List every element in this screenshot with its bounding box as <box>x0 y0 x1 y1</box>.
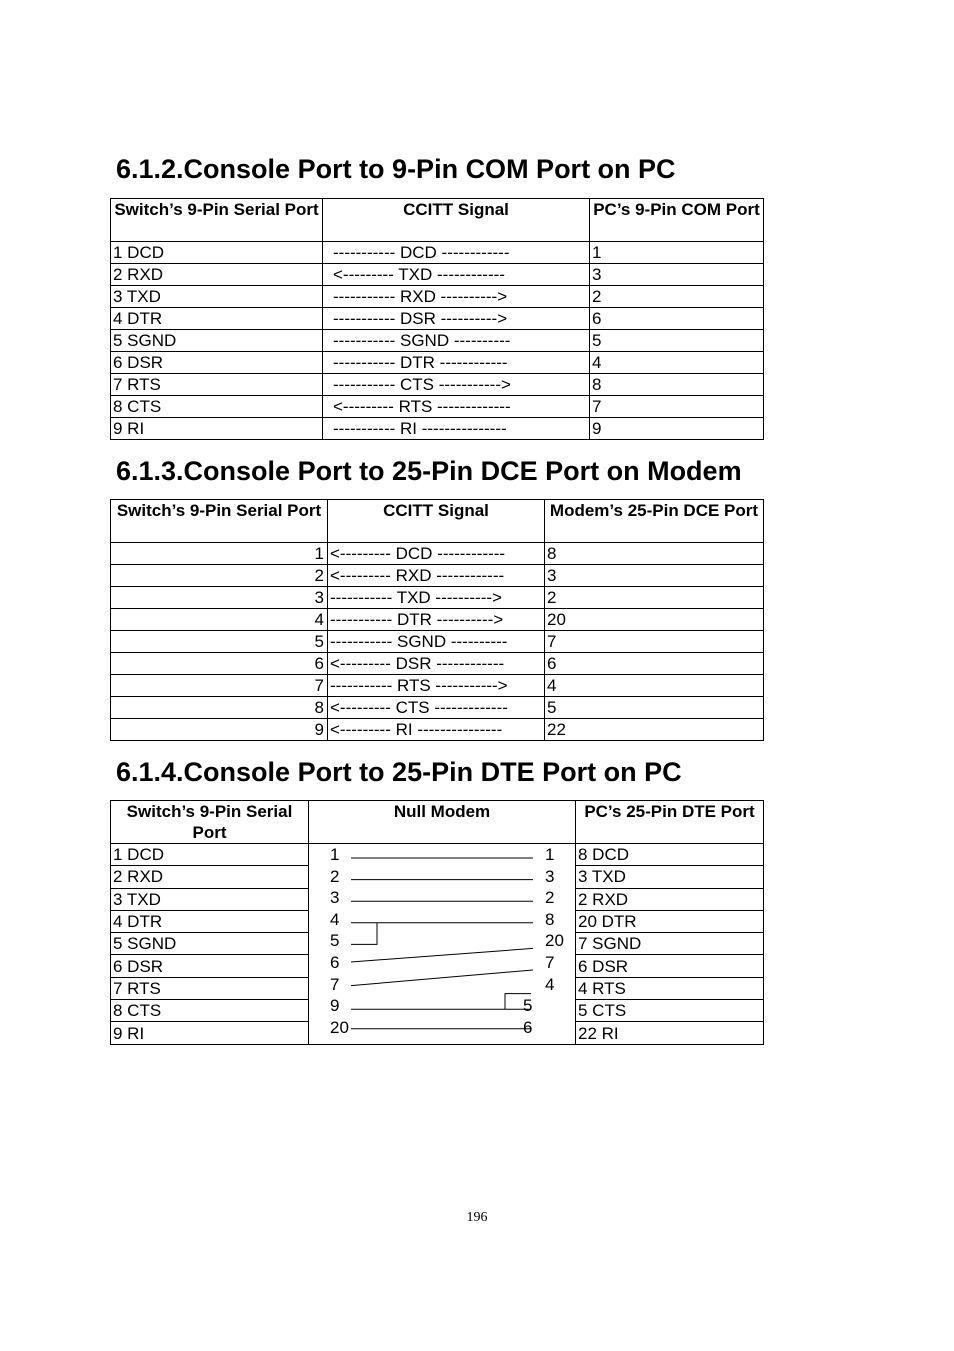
modem-pin-cell: 2 <box>545 587 764 609</box>
pc-pin-cell: 6 <box>590 308 764 330</box>
switch-pin-cell: 3 TXD <box>111 286 323 308</box>
switch-pin-cell: 2 RXD <box>111 264 323 286</box>
table-row <box>111 844 764 866</box>
switch-pin-cell: 7 RTS <box>111 977 309 999</box>
header-pc-port: PC’s 9-Pin COM Port <box>590 199 764 242</box>
modem-pin-cell: 6 <box>545 653 764 675</box>
header-ccitt-signal: CCITT Signal <box>323 199 590 242</box>
switch-pin-cell: 3 TXD <box>111 888 309 910</box>
signal-cell: ----------- SGND ---------- <box>328 631 545 653</box>
null-right-pin: 7 <box>545 953 555 972</box>
switch-pin-cell: 4 DTR <box>111 910 309 932</box>
table-25pin-dce <box>110 499 764 741</box>
table-row <box>111 374 764 396</box>
table-row <box>111 631 764 653</box>
switch-pin-cell: 6 DSR <box>111 955 309 977</box>
table-25pin-dte <box>110 800 764 1045</box>
null-left-pin: 6 <box>330 953 340 972</box>
pc-pin-cell: 9 <box>590 418 764 440</box>
null-left-pin: 7 <box>330 974 340 994</box>
switch-pin-cell: 1 DCD <box>111 242 323 264</box>
header-null-modem: Null Modem <box>309 801 576 844</box>
signal-cell: <--------- DSR ------------ <box>328 653 545 675</box>
pc-pin-cell: 8 <box>590 374 764 396</box>
null-left-pin: 5 <box>330 931 340 951</box>
null-left-pin: 4 <box>330 909 340 929</box>
null-left-pin: 1 <box>330 845 340 864</box>
signal-cell: <--------- TXD ------------ <box>323 264 590 286</box>
switch-pin-cell: 8 <box>111 697 328 719</box>
page-number: 196 <box>466 1210 488 1225</box>
header-switch-port: Switch’s 9-Pin Serial Port <box>111 801 309 844</box>
wire-line <box>351 970 533 986</box>
null-right-pin: 5 <box>523 996 533 1016</box>
table-row <box>111 565 764 587</box>
switch-pin-cell: 6 DSR <box>111 352 323 374</box>
header-switch-port: Switch’s 9-Pin Serial Port <box>111 500 328 543</box>
header-pc-dte-port: PC’s 25-Pin DTE Port <box>576 801 764 844</box>
table-row <box>111 653 764 675</box>
pc-dte-pin-cell: 2 RXD <box>576 888 764 910</box>
signal-cell: <--------- CTS ------------- <box>328 697 545 719</box>
signal-cell: ----------- TXD ----------> <box>328 587 545 609</box>
table-row <box>111 587 764 609</box>
table-row <box>111 609 764 631</box>
table-row <box>111 330 764 352</box>
pc-dte-pin-cell: 8 DCD <box>576 844 764 866</box>
table-row <box>111 719 764 741</box>
switch-pin-cell: 7 RTS <box>111 374 323 396</box>
switch-pin-cell: 4 <box>111 609 328 631</box>
switch-pin-cell: 5 SGND <box>111 330 323 352</box>
null-left-pin: 2 <box>330 866 340 886</box>
switch-pin-cell: 1 DCD <box>111 844 309 866</box>
modem-pin-cell: 8 <box>545 543 764 565</box>
table-row <box>111 697 764 719</box>
table-row <box>111 264 764 286</box>
pc-pin-cell: 7 <box>590 396 764 418</box>
section-heading-dte: 6.1.4.Console Port to 25-Pin DTE Port on PC <box>116 757 682 787</box>
null-left-pin: 9 <box>330 996 340 1016</box>
table-row <box>111 242 764 264</box>
signal-cell: ----------- DTR ------------ <box>323 352 590 374</box>
null-left-pin: 20 <box>330 1017 349 1037</box>
modem-pin-cell: 3 <box>545 565 764 587</box>
switch-pin-cell: 4 DTR <box>111 308 323 330</box>
signal-cell: <--------- DCD ------------ <box>328 543 545 565</box>
switch-pin-cell: 7 <box>111 675 328 697</box>
modem-pin-cell: 5 <box>545 697 764 719</box>
table-row <box>111 675 764 697</box>
null-modem-wiring <box>309 844 574 1044</box>
table-row <box>111 396 764 418</box>
switch-pin-cell: 9 RI <box>111 418 323 440</box>
null-modem-diagram <box>309 844 576 1045</box>
switch-pin-cell: 8 CTS <box>111 1000 309 1022</box>
switch-pin-cell: 5 <box>111 631 328 653</box>
switch-pin-cell: 9 RI <box>111 1022 309 1044</box>
pc-dte-pin-cell: 6 DSR <box>576 955 764 977</box>
table-row <box>111 418 764 440</box>
switch-pin-cell: 8 CTS <box>111 396 323 418</box>
header-modem-port: Modem’s 25-Pin DCE Port <box>545 500 764 543</box>
signal-cell: ----------- DTR ----------> <box>328 609 545 631</box>
signal-cell: <--------- RTS ------------- <box>323 396 590 418</box>
signal-cell: ----------- CTS -----------> <box>323 374 590 396</box>
switch-pin-cell: 2 RXD <box>111 866 309 888</box>
pc-dte-pin-cell: 5 CTS <box>576 1000 764 1022</box>
pc-pin-cell: 1 <box>590 242 764 264</box>
pc-dte-pin-cell: 4 RTS <box>576 977 764 999</box>
modem-pin-cell: 7 <box>545 631 764 653</box>
pc-dte-pin-cell: 20 DTR <box>576 910 764 932</box>
pc-pin-cell: 5 <box>590 330 764 352</box>
wire-line <box>351 948 533 962</box>
table-row <box>111 352 764 374</box>
switch-pin-cell: 2 <box>111 565 328 587</box>
pc-dte-pin-cell: 22 RI <box>576 1022 764 1044</box>
signal-cell: <--------- RI --------------- <box>328 719 545 741</box>
modem-pin-cell: 20 <box>545 609 764 631</box>
section-heading-com: 6.1.2.Console Port to 9-Pin COM Port on PC <box>116 154 676 184</box>
pc-dte-pin-cell: 7 SGND <box>576 933 764 955</box>
null-left-pin: 3 <box>330 888 340 908</box>
switch-pin-cell: 9 <box>111 719 328 741</box>
signal-cell: ----------- DSR ----------> <box>323 308 590 330</box>
signal-cell: ----------- SGND ---------- <box>323 330 590 352</box>
signal-cell: ----------- RXD ----------> <box>323 286 590 308</box>
null-right-pin: 3 <box>545 866 555 886</box>
signal-cell: ----------- RI --------------- <box>323 418 590 440</box>
null-right-pin: 8 <box>545 909 555 929</box>
modem-pin-cell: 22 <box>545 719 764 741</box>
null-right-pin: 1 <box>545 845 555 864</box>
table-9pin-com <box>110 198 764 440</box>
signal-cell: ----------- RTS -----------> <box>328 675 545 697</box>
null-right-pin: 2 <box>545 888 555 908</box>
header-switch-port: Switch’s 9-Pin Serial Port <box>111 199 323 242</box>
section-heading-dce: 6.1.3.Console Port to 25-Pin DCE Port on Modem <box>116 456 742 486</box>
wire-line <box>351 923 377 945</box>
pc-dte-pin-cell: 3 TXD <box>576 866 764 888</box>
null-right-pin: 6 <box>523 1017 533 1037</box>
switch-pin-cell: 5 SGND <box>111 933 309 955</box>
null-right-pin: 20 <box>545 931 564 951</box>
switch-pin-cell: 3 <box>111 587 328 609</box>
signal-cell: <--------- RXD ------------ <box>328 565 545 587</box>
table-row <box>111 308 764 330</box>
pc-pin-cell: 2 <box>590 286 764 308</box>
null-right-pin: 4 <box>545 974 555 994</box>
pc-pin-cell: 3 <box>590 264 764 286</box>
table-row <box>111 543 764 565</box>
table-row <box>111 286 764 308</box>
signal-cell: ----------- DCD ------------ <box>323 242 590 264</box>
modem-pin-cell: 4 <box>545 675 764 697</box>
pc-pin-cell: 4 <box>590 352 764 374</box>
switch-pin-cell: 1 <box>111 543 328 565</box>
header-ccitt-signal: CCITT Signal <box>328 500 545 543</box>
switch-pin-cell: 6 <box>111 653 328 675</box>
